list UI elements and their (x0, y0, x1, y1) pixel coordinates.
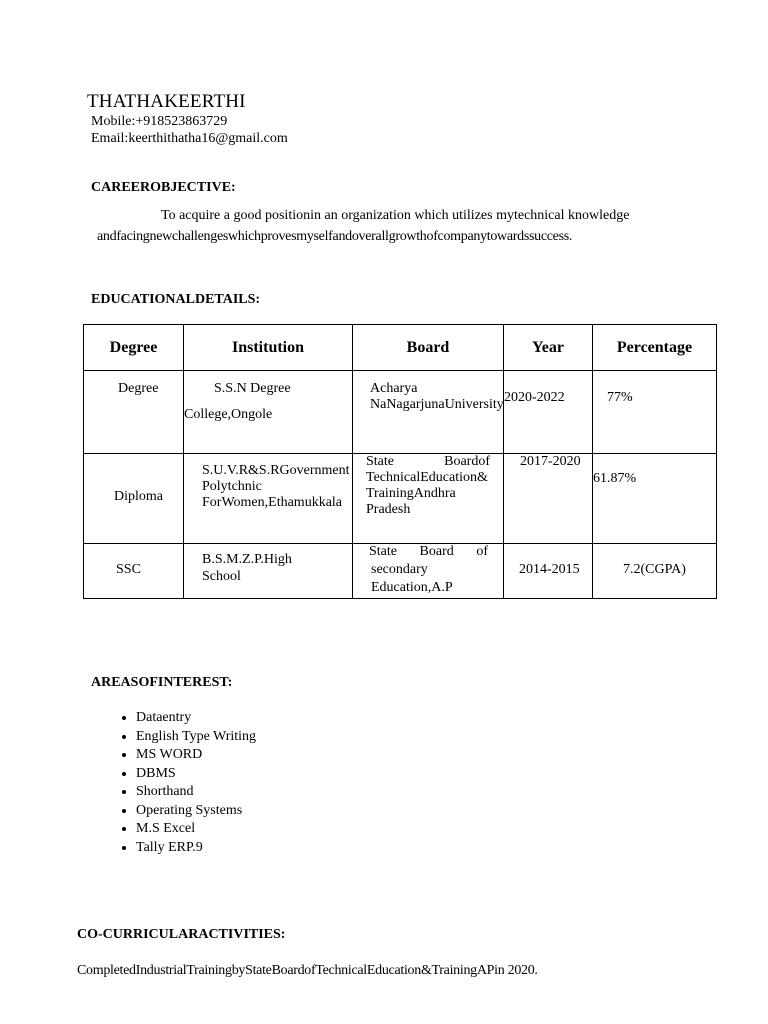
year-cell: 2014-2015 (519, 562, 580, 577)
co-curricular-heading: CO-CURRICULARACTIVITIES: (77, 927, 286, 942)
institution-line: S.S.N Degree (214, 381, 291, 396)
interest-list (96, 709, 256, 857)
board-line: Pradesh (366, 502, 411, 517)
career-objective-line-2: andfacingnewchallengeswhichprovesmyselfandoverallgrowthofcompanytowardssuccess. (97, 229, 573, 244)
institution-line: Polytchnic (202, 479, 262, 494)
year-cell: 2020-2022 (504, 390, 565, 405)
areas-of-interest-heading: AREASOFINTEREST: (91, 675, 233, 690)
column-header-year: Year (504, 325, 593, 371)
board-line: Education,A.P (371, 580, 453, 595)
table-row (84, 454, 717, 544)
board-line: secondary (371, 562, 428, 577)
table-row (84, 371, 717, 454)
table-row (84, 544, 717, 599)
degree-cell: SSC (116, 562, 141, 577)
institution-line: ForWomen,Ethamukkala (202, 495, 343, 510)
institution-line: B.S.M.Z.P.High (202, 552, 292, 567)
board-line: TrainingAndhra (366, 486, 456, 501)
institution-line: College,Ongole (184, 407, 273, 422)
board-line: State Boardof (366, 454, 490, 469)
degree-cell: Degree (118, 381, 159, 396)
board-line: NaNagarjunaUniversity (370, 397, 504, 412)
column-header-percentage: Percentage (593, 325, 717, 371)
list-item: • Operating Systems (136, 802, 256, 821)
mobile-number: Mobile:+918523863729 (91, 114, 228, 129)
list-item: • English Type Writing (136, 728, 256, 747)
email-address: Email:keerthithatha16@gmail.com (91, 131, 288, 146)
column-header-board: Board (353, 325, 504, 371)
list-item: • Shorthand (136, 783, 256, 802)
board-line: Acharya (370, 381, 418, 396)
board-line: State Board of (369, 544, 488, 559)
list-item: • Dataentry (136, 709, 256, 728)
percentage-cell: 7.2(CGPA) (623, 562, 686, 577)
percentage-cell: 77% (607, 390, 633, 405)
year-cell: 2017-2020 (520, 454, 581, 469)
degree-cell: Diploma (114, 489, 163, 504)
education-table (83, 324, 717, 599)
career-objective-heading: CAREEROBJECTIVE: (91, 180, 236, 195)
table-header-row (84, 325, 717, 371)
candidate-name: THATHAKEERTHI (87, 91, 246, 112)
institution-line: School (202, 569, 241, 584)
list-item: • Tally ERP.9 (136, 839, 256, 858)
list-item: • M.S Excel (136, 820, 256, 839)
educational-details-heading: EDUCATIONALDETAILS: (91, 292, 261, 307)
column-header-degree: Degree (84, 325, 184, 371)
board-line: TechnicalEducation& (366, 470, 488, 485)
co-curricular-text: CompletedIndustrialTrainingbyStateBoardofTechnicalEducation&TrainingAPin 2020. (77, 963, 538, 978)
column-header-institution: Institution (184, 325, 353, 371)
list-item: • MS WORD (136, 746, 256, 765)
institution-line: S.U.V.R&S.RGovernment (202, 463, 350, 478)
list-item: • DBMS (136, 765, 256, 784)
percentage-cell: 61.87% (593, 471, 637, 486)
career-objective-line-1: To acquire a good positionin an organization which utilizes mytechnical knowledge (161, 208, 630, 223)
